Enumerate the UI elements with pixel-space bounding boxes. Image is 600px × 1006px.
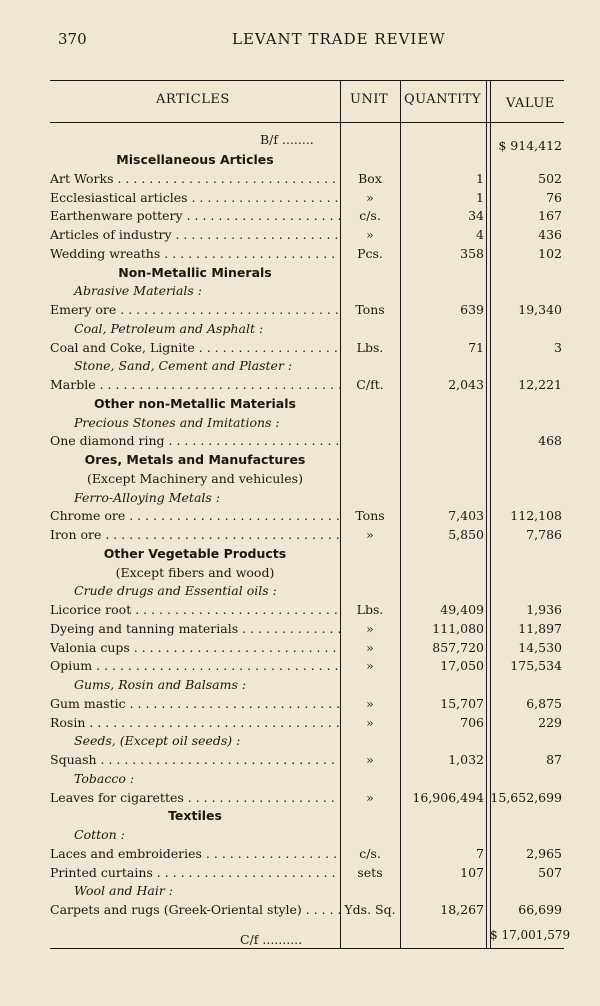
value-cell: 12,221	[518, 377, 562, 392]
section-heading-row	[50, 152, 564, 169]
carried-forward-value: $ 17,001,579	[490, 928, 571, 942]
table-row	[50, 246, 564, 263]
quantity-cell: 639	[460, 302, 484, 317]
quantity-cell: 49,409	[440, 602, 484, 617]
section-heading: Non-Metallic Minerals	[118, 264, 272, 280]
value-cell: 76	[546, 189, 562, 205]
article-name: Wedding wreaths . . .	[50, 246, 340, 261]
value-cell: 102	[538, 245, 562, 261]
section-note-row	[50, 471, 564, 488]
running-title: LEVANT TRADE REVIEW	[232, 30, 446, 48]
section-heading-row	[50, 546, 564, 563]
table-row	[50, 790, 564, 807]
article-name: Ecclesiastical articles . . .	[50, 190, 340, 205]
unit-cell: sets	[357, 864, 383, 880]
value-cell: 11,897	[518, 620, 562, 636]
quantity-cell: 7	[476, 845, 484, 861]
table-row	[50, 508, 564, 525]
value-cell: 1,936	[526, 602, 562, 617]
article-name: One diamond ring . . .	[50, 433, 340, 448]
brought-forward-label: B/f ........	[260, 132, 314, 147]
article-name: Squash . . .	[50, 752, 340, 767]
article-name: Rosin . . .	[50, 715, 340, 730]
quantity-cell: 1	[476, 189, 484, 205]
table-row	[50, 190, 564, 207]
section-note-row	[50, 565, 564, 582]
value-cell: 436	[538, 227, 562, 242]
unit-cell: »	[366, 658, 374, 674]
subcategory-label: Ferro-Alloying Metals :	[74, 489, 220, 505]
article-name: Valonia cups . . .	[50, 640, 340, 655]
value-cell: 502	[538, 170, 562, 186]
page-number: 370	[58, 30, 87, 48]
subcategory-label: Wool and Hair :	[74, 883, 174, 899]
trade-table	[50, 80, 571, 950]
subcategory-row	[50, 733, 564, 750]
carried-forward-row	[50, 928, 571, 949]
value-cell: 3	[554, 339, 562, 355]
carried-forward-label: C/f ..........	[240, 932, 303, 947]
section-heading: Other non-Metallic Materials	[94, 395, 296, 411]
unit-cell: Yds. Sq.	[344, 902, 396, 917]
quantity-cell: 5,850	[448, 527, 484, 542]
quantity-cell: 706	[460, 714, 484, 730]
quantity-cell: 107	[460, 864, 484, 880]
column-header-articles: ARTICLES	[156, 92, 230, 107]
table-row	[50, 846, 564, 863]
section-heading: Other Vegetable Products	[103, 545, 287, 561]
section-heading-row	[50, 808, 564, 825]
article-name: Carpets and rugs (Greek-Oriental style) . . .	[50, 902, 340, 917]
subcategory-label: Gums, Rosin and Balsams :	[74, 677, 247, 692]
unit-cell: Lbs.	[356, 339, 384, 355]
subcategory-row	[50, 490, 564, 507]
article-name: Chrome ore . . .	[50, 508, 340, 523]
column-header-value: VALUE	[506, 96, 555, 111]
subcategory-label: Precious Stones and Imitations :	[74, 414, 280, 430]
table-row	[50, 602, 564, 619]
section-heading-row	[50, 265, 564, 282]
table-row	[50, 208, 564, 225]
quantity-cell: 7,403	[448, 508, 484, 524]
subcategory-row	[50, 827, 564, 844]
quantity-cell: 358	[460, 245, 484, 261]
quantity-cell: 34	[468, 208, 484, 224]
value-cell: 229	[538, 714, 562, 730]
column-header-quantity: QUANTITY	[404, 92, 482, 107]
subcategory-label: Cotton :	[74, 827, 125, 842]
section-heading-row	[50, 452, 564, 469]
article-name: Gum mastic . . .	[50, 696, 340, 711]
brought-forward-value: $ 914,412	[498, 138, 562, 153]
article-name: Coal and Coke, Lignite . . .	[50, 340, 340, 355]
quantity-cell: 1,032	[448, 752, 484, 767]
section-heading: Textiles	[168, 808, 222, 824]
subcategory-row	[50, 283, 564, 300]
unit-cell: »	[366, 189, 374, 205]
value-cell: 507	[538, 864, 562, 880]
quantity-cell: 15,707	[440, 695, 484, 711]
quantity-cell: 17,050	[440, 658, 484, 674]
article-name: Emery ore . . .	[50, 302, 340, 317]
article-name: Licorice root . . .	[50, 602, 340, 617]
subcategory-row	[50, 883, 564, 900]
article-name: Iron ore . . .	[50, 527, 340, 542]
subcategory-row	[50, 358, 564, 375]
unit-cell: »	[366, 527, 374, 542]
table-row	[50, 171, 564, 188]
unit-cell: Lbs.	[356, 602, 384, 617]
quantity-cell: 4	[476, 227, 484, 242]
value-cell: 19,340	[518, 302, 562, 317]
section-note: (Except Machinery and vehicules)	[87, 470, 303, 486]
table-row	[50, 696, 564, 713]
table-row	[50, 715, 564, 732]
brought-forward-row	[50, 132, 564, 153]
section-heading: Ores, Metals and Manufactures	[84, 452, 306, 467]
article-name: Art Works . . .	[50, 171, 340, 186]
unit-cell: Tons	[355, 302, 385, 317]
unit-cell: »	[366, 620, 374, 636]
value-cell: 7,786	[526, 527, 562, 542]
value-cell: 15,652,699	[490, 789, 562, 805]
article-name: Laces and embroideries . . .	[50, 846, 340, 861]
section-heading-row	[50, 396, 564, 413]
unit-cell: c/s.	[359, 845, 381, 861]
article-name: Articles of industry . . .	[50, 227, 340, 242]
unit-cell: c/s.	[359, 208, 381, 224]
unit-cell: »	[366, 789, 374, 805]
subcategory-label: Crude drugs and Essential oils :	[74, 583, 277, 599]
value-cell: 468	[538, 433, 562, 449]
table-row	[50, 302, 564, 319]
quantity-cell: 111,080	[432, 620, 484, 636]
value-cell: 6,875	[526, 695, 562, 711]
quantity-cell: 71	[468, 339, 484, 355]
value-cell: 66,699	[518, 902, 562, 917]
subcategory-label: Abrasive Materials :	[74, 283, 202, 299]
section-note: (Except fibers and wood)	[115, 564, 275, 580]
unit-cell: »	[366, 227, 374, 242]
subcategory-label: Stone, Sand, Cement and Plaster :	[74, 358, 293, 374]
article-name: Marble . . .	[50, 377, 340, 392]
quantity-cell: 16,906,494	[412, 789, 484, 805]
subcategory-label: Tobacco :	[74, 770, 135, 786]
unit-cell: »	[366, 714, 374, 730]
unit-cell: C/ft.	[356, 377, 384, 392]
value-cell: 87	[546, 752, 562, 767]
quantity-cell: 18,267	[440, 902, 484, 917]
unit-cell: Tons	[355, 508, 385, 524]
quantity-cell: 1	[476, 170, 484, 186]
quantity-cell: 857,720	[432, 639, 484, 655]
section-heading: Miscellaneous Articles	[116, 152, 274, 167]
table-row	[50, 902, 564, 919]
subcategory-label: Seeds, (Except oil seeds) :	[74, 733, 241, 749]
value-cell: 112,108	[510, 508, 562, 524]
value-cell: 167	[538, 208, 562, 224]
article-name: Earthenware pottery . . .	[50, 208, 340, 223]
value-cell: 175,534	[510, 658, 562, 674]
article-name: Opium . . .	[50, 658, 340, 673]
article-name: Leaves for cigarettes . . .	[50, 790, 340, 805]
table-row	[50, 340, 564, 357]
table-row	[50, 752, 564, 769]
table-row	[50, 377, 564, 394]
value-cell: 2,965	[526, 845, 562, 861]
table-row	[50, 433, 564, 450]
subcategory-row	[50, 677, 564, 694]
unit-cell: Pcs.	[357, 245, 383, 261]
value-cell: 14,530	[518, 639, 562, 655]
article-name: Printed curtains . . .	[50, 865, 340, 880]
table-row	[50, 640, 564, 657]
table-row	[50, 658, 564, 675]
quantity-cell: 2,043	[448, 377, 484, 392]
unit-cell: »	[366, 695, 374, 711]
unit-cell: »	[366, 639, 374, 655]
table-row	[50, 621, 564, 638]
unit-cell: Box	[358, 170, 382, 186]
article-name: Dyeing and tanning materials . . .	[50, 621, 340, 636]
page-header	[58, 30, 578, 54]
column-header-unit: UNIT	[350, 92, 389, 107]
subcategory-row	[50, 771, 564, 788]
subcategory-label: Coal, Petroleum and Asphalt :	[74, 320, 264, 336]
unit-cell: »	[366, 752, 374, 767]
table-row	[50, 527, 564, 544]
table-row	[50, 227, 564, 244]
table-row	[50, 865, 564, 882]
subcategory-row	[50, 583, 564, 600]
subcategory-row	[50, 321, 564, 338]
subcategory-row	[50, 415, 564, 432]
